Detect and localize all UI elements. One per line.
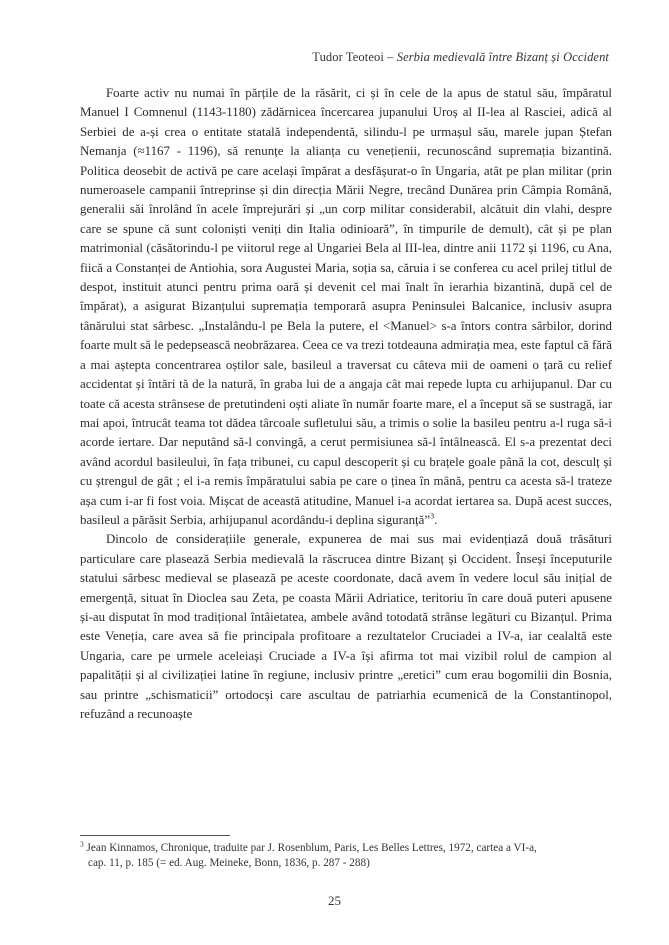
- header-author: Tudor Teoteoi: [312, 50, 384, 64]
- paragraph-1: Foarte activ nu numai în părțile de la răsărit, ci și în cele de la apus de statul său, împăratul Manuel I Comnenul (1143-1180) zădărnicea încercarea jupanului Uroș al II-lea al Rasciei, adică al Serbiei de a-și crea o entitate statală independentă, silindu-l pe urmașul său, marele jupan Ștefan Nemanja (≈1167 - 1196), să renunțe la alianța cu venețienii, recunoscând supremația bizantină. Politica deosebit de activă pe care același împărat a desfășurat-o în Ungaria, atât pe plan militar (prin numeroasele campanii întreprinse și din direcția Mării Negre, trecând Dunărea prin Câmpia Română, generalii săi înrolând în acele împrejurări și „un corp militar considerabil, alcătuit din vlahi, despre care se spune că sunt coloniști veniți din Italia odinioară”, în timpurile de demult), cât și pe plan matrimonial (căsătorindu-l pe viitorul rege al Ungariei Bela al III-lea, dintre anii 1172 și 1196, cu Ana, fiică a Constanței de Antiohia, sora Augustei Maria, soția sa, căruia i se conferea cu acel prilej titlul de despot, instituit atunci pentru prima oară și devenit cel mai înalt în ierarhia bizantină, după cel de împărat), a asigurat Bizanțului supremația temporară asupra Peninsulei Balcanice, inclusiv asupra tânărului stat sârbesc. „Instalându-l pe Bela la putere, el <Manuel> s-a întors contra sârbilor, dorind foarte mult să le pedepsească neobrăzarea. Ceea ce va trezi totdeauna admirația mea, este faptul că fără a mai aștepta concentrarea oștilor sale, basileul a traversat cu câteva mii de oameni o țară cu relief accidentat și întări tă de la natură, în graba lui de a angaja cât mai repede lupta cu arhijupanul. Dar cu toate că acesta strânsese de pretutindeni oști aliate în număr foarte mare, el a început să se sustragă, iar mai apoi, întrucât teama tot dădea târcoale sufletului său, a trimis o solie la basileu pentru a-l ruga să-i acorde iertare. Dar neputând să-l convingă, a cerut permisiunea să-l întâlnească. El s-a prezentat deci având acordul basileului, în fața tribunei, cu capul descoperit și cu brațele goale până la cot, desculț și cu ștrengul de gât ; el i-a remis împăratului sabia pe care o ținea în mână, pentru ca acesta să-l trateze așa cum i-ar fi fost voia. Mișcat de această atitudine, Manuel i-a acordat iertarea sa. După acest succes, basileul a părăsit Serbia, arhijupanul acordându-i deplina siguranță”$^3$.: [80, 86, 612, 527]
- paragraph-2: [80, 530, 612, 724]
- paragraph-2-text: Dincolo de considerațiile generale, expunerea de mai sus mai evidențiază două trăsături particulare care plasează Serbia medievală la răscrucea dintre Bizanț și Occident. Înseși începuturile statului sârbesc medieval se plasează pe aceste coordonate, dacă avem în vedere locul său inițial de emergență, situat în Dioclea sau Zeta, pe coasta Mării Adriatice, teritoriu în care două puteri apusene și-au disputat în mod tradițional întâietatea, ambele având totodată strânse legături cu Bizanțul. Prima este Veneția, care avea să fie principala profitoare a rezultatelor Cruciadei a IV-a, iar cealaltă este Ungaria, care pe urmele aceleiași Cruciade a IV-a își afirma tot mai vizibil rolul de campion al papalității și al civilizației latine în regiune, inclusiv printre „eretici” cum erau bogomilii din Bosnia, sau printre „schismaticii” ortodocși care ascultau de patriarhia ecumenică de la Constantinopol, refuzând a recunoaște: [80, 532, 612, 721]
- footnote-line-2: cap. 11, p. 185 (= ed. Aug. Meineke, Bonn, 1836, p. 287 - 288): [88, 857, 370, 869]
- body-text: [80, 84, 612, 724]
- running-header: [312, 50, 609, 65]
- footnote: [80, 841, 612, 871]
- page-number: 25: [328, 893, 341, 908]
- footnote-line-1: Jean Kinnamos, Chronique, traduite par J. Rosenblum, Paris, Les Belles Lettres, 1972, cartea a VI-a,: [86, 842, 537, 854]
- header-title: Serbia medievală între Bizanț și Occident: [396, 50, 609, 64]
- footnote-reference[interactable]: 3: [430, 511, 435, 521]
- footnote-divider: [80, 835, 230, 836]
- footnote-number: 3: [80, 839, 84, 849]
- header-separator: –: [383, 50, 397, 64]
- paragraph-1-text: Foarte activ nu numai în părțile de la răsărit, ci și în cele de la apus de statul său, împăratul Manuel I Comnenul (1143-1180) zădărnicea încercarea jupanului Uroș al II-lea al Rasciei, adică al Serbiei de a-și crea o entitate statală independentă, silindu-l pe urmașul său, marele jupan Ștefan Nemanja (≈1167 - 1196), să renunțe la alianța cu venețienii, recunoscând supremația bizantină. Politica deosebit de activă pe care același împărat a desfășurat-o în Ungaria, atât pe plan militar (prin numeroasele campanii întreprinse și din direcția Mării Negre, trecând Dunărea prin Câmpia Română, generalii săi înrolând în acele împrejurări și „un corp militar considerabil, alcătuit din vlahi, despre care se spune că sunt coloniști veniți din Italia odinioară”, în timpurile de demult), cât și pe plan matrimonial (căsătorindu-l pe viitorul rege al Ungariei Bela al III-lea, dintre anii 1172 și 1196, cu Ana, fiică a Constanței de Antiohia, sora Augustei Maria, soția sa, căruia i se conferea cu acel prilej titlul de despot, instituit atunci pentru prima oară și devenit cel mai înalt în ierarhia bizantină, după cel de împărat), a asigurat Bizanțului supremația temporară asupra Peninsulei Balcanice, inclusiv asupra tânărului stat sârbesc. „Instalându-l pe Bela la putere, el <Manuel> s-a întors contra sârbilor, dorind foarte mult să le pedepsească neobrăzarea. Ceea ce va trezi totdeauna admirația mea, este faptul că fără a mai aștepta concentrarea oștilor sale, basileul a traversat cu câteva mii de oameni o țară cu relief accidentat și întări tă de la natură, în graba lui de a angaja cât mai repede lupta cu arhijupanul. Dar cu toate că acesta strânsese de pretutindeni oști aliate în număr foarte mare, el a început să se sustragă, iar mai apoi, întrucât teama tot dădea târcoale sufletului său, a trimis o solie la basileu pentru a-l ruga să-i acorde iertare. Dar neputând să-l convingă, a cerut permisiunea să-l întâlnească. El s-a prezentat deci având acordul basileului, în fața tribunei, cu capul descoperit și cu brațele goale până la cot, desculț și cu ștrengul de gât ; el i-a remis împăratului sabia pe care o ținea în mână, pentru ca acesta să-l trateze așa cum i-ar fi fost voia. Mișcat de această atitudine, Manuel i-a acordat iertarea sa. După acest succes, basileul a părăsit Serbia, arhijupanul acordându-i deplina siguranță”: [80, 86, 612, 527]
